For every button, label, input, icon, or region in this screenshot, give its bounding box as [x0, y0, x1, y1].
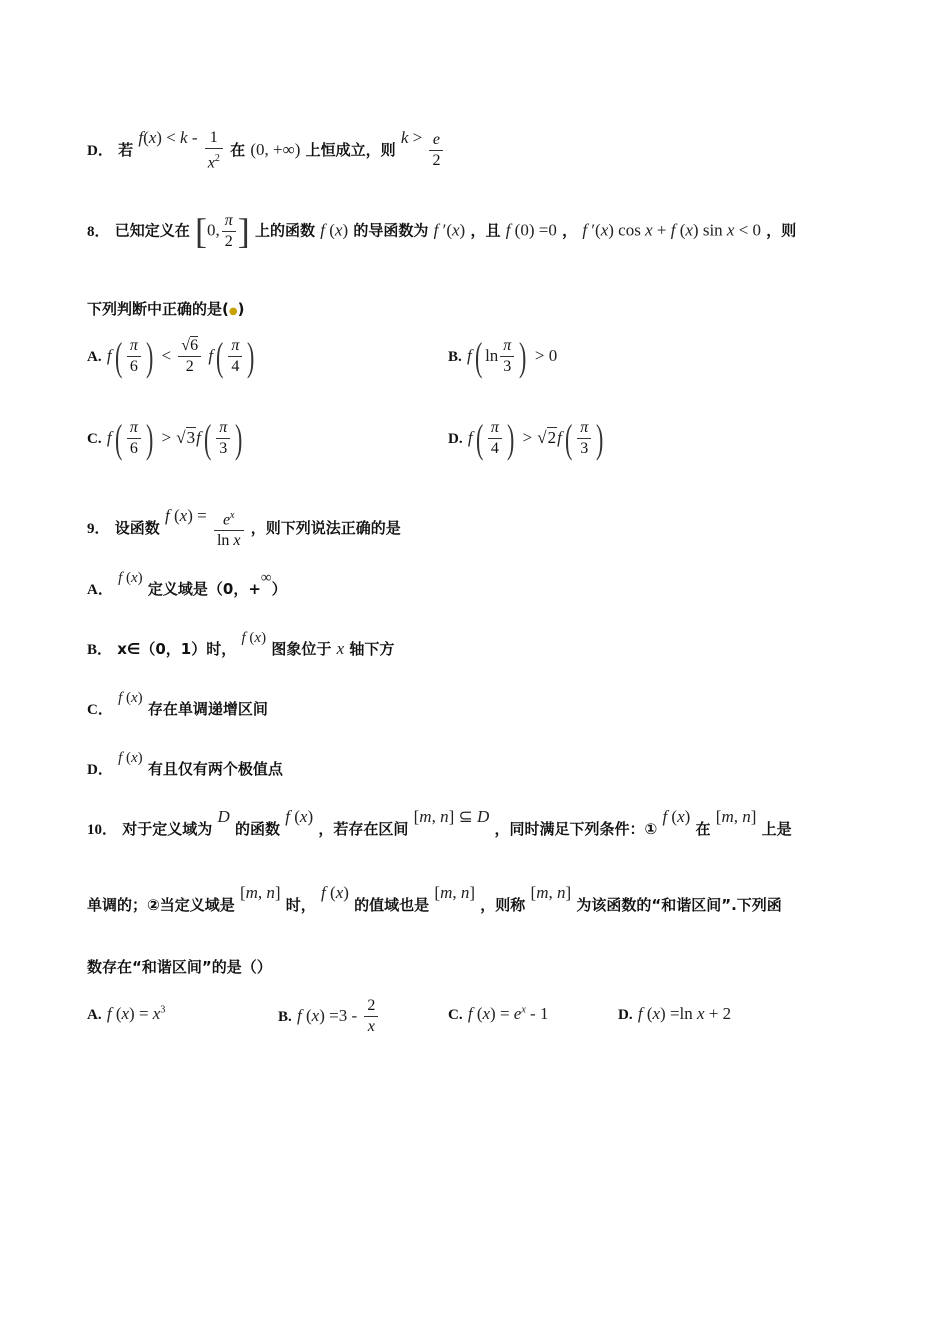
- math-fraction-ex-over-lnx: $\frac{e^x}{\text{ln x}}$: [214, 506, 244, 551]
- q9-option-a: A． f (x) 定义域是（0，+∞）: [87, 570, 287, 598]
- math-fx-eq-x3: f $(x) = x^3$: [106, 1004, 166, 1023]
- q8-option-d: D. f( $\frac{\pi}{4}$ ) > √2f( $\frac{\pi}{3}$ ): [448, 415, 604, 461]
- q9-stem: [87, 506, 401, 551]
- math-condition: f ′(x) cos x + f (x) sin x < 0: [582, 220, 762, 240]
- math-k-gt: k >: [400, 128, 423, 148]
- math-fx: f (x): [118, 690, 143, 706]
- option-label: B.: [448, 349, 462, 365]
- math-fx: f (x): [285, 807, 314, 826]
- math-interval-mn: [m, n]: [715, 807, 757, 826]
- math-interval-mn: [m, n]: [239, 883, 281, 902]
- option-label: D．: [87, 143, 113, 160]
- option-label: C．: [87, 702, 113, 718]
- q7-d-text-pre: 若: [118, 141, 134, 160]
- math-fraction-e-over-2: $\frac{e}{2}$: [429, 130, 443, 171]
- bracket-left: [: [195, 211, 207, 251]
- math-fprime: f ′(x): [433, 220, 466, 240]
- q8-option-b: B. f( ln $\frac{\pi}{3}$ ) > 0: [448, 333, 558, 379]
- q8-text: 上的函数: [255, 221, 316, 240]
- math-fraction-pi-over-3: $\frac{\pi}{3}$: [216, 418, 230, 459]
- math-f0: f (0) =0: [505, 220, 557, 240]
- math-interval: (0, +∞): [250, 140, 301, 160]
- q8-text: 下列判断中正确的是(: [87, 300, 229, 318]
- math-fraction-pi-over-6: $\frac{\pi}{6}$: [127, 336, 141, 377]
- q8-text: ，且: [470, 221, 501, 240]
- math-fx: f (x): [118, 750, 143, 766]
- math-fx: f (x): [321, 883, 349, 902]
- q8-option-a: A. f( $\frac{\pi}{6}$ ) < $\frac{√6}{2}$ f( $\frac{\pi}{4}$ ): [87, 333, 255, 379]
- math-fraction-pi-over-2: $\frac{\pi}{2}$: [222, 211, 236, 252]
- math-fx: f (x): [662, 807, 691, 826]
- math-fx-eq-ex-minus-1: f $(x) = e^x - 1$: [467, 1004, 549, 1023]
- math-fraction-pi-over-4: $\frac{\pi}{4}$: [228, 336, 242, 377]
- option-label: D．: [87, 762, 113, 778]
- q7-d-text-post: 上恒成立，则: [305, 141, 396, 160]
- q7-option-d: [87, 128, 445, 173]
- q8-stem-line2: 下列判断中正确的是(●): [87, 300, 245, 318]
- q8-text: ，: [562, 221, 578, 240]
- q9-text: ，则下列说法正确的是: [250, 519, 401, 538]
- option-label: C.: [87, 431, 102, 447]
- q9-option-c: C． f (x) 存在单调递增区间: [87, 690, 268, 718]
- math-fx: f (x) =: [165, 506, 207, 526]
- q10-stem-line1: 10． 对于定义域为 D 的函数 f (x) ，若存在区间 [m, n] ⊆ D ，同时满足下列条件：① f (x) 在 [m, n] 上是: [87, 807, 792, 838]
- option-label: B．: [87, 642, 113, 658]
- option-label: D.: [448, 431, 463, 447]
- q10-stem-line3: 数存在“和谐区间”的是（）: [87, 958, 272, 976]
- math-interval-mn: [m, n]: [434, 883, 476, 902]
- question-number: 10．: [87, 822, 118, 838]
- math-sqrt3: √3: [176, 428, 196, 447]
- math-fraction-pi-over-6: $\frac{\pi}{6}$: [127, 418, 141, 459]
- math-fraction-2-over-x: $\frac{2}{x}$: [364, 996, 378, 1037]
- math-fraction-1-over-x2: $\frac{1}{x^2}$: [205, 128, 223, 173]
- math-interval-mn: [m, n]: [530, 883, 572, 902]
- math-sqrt2: √2: [537, 428, 557, 447]
- option-label: A.: [87, 1007, 102, 1023]
- option-label: D.: [618, 1007, 633, 1023]
- math-fx: f (x): [118, 570, 143, 586]
- q9-option-d: D． f (x) 有且仅有两个极值点: [87, 750, 283, 778]
- math-fx: f (x): [241, 630, 267, 646]
- q10-option-b: B. f (x) =3 - $\frac{2}{x}$: [278, 996, 380, 1037]
- math-fraction-sqrt6-over-2: $\frac{√6}{2}$: [178, 336, 201, 377]
- math-fraction-pi-over-3: $\frac{\pi}{3}$: [500, 336, 514, 377]
- question-number: 9．: [87, 521, 110, 538]
- math-interval-mn-subset: [m, n] ⊆ D: [413, 807, 490, 826]
- q10-option-d: [618, 1004, 731, 1024]
- q8-text: 已知定义在: [114, 221, 190, 240]
- q9-option-b: B． x∈（0，1）时， f (x) 图象位于 x 轴下方: [87, 630, 395, 658]
- q8-text: 的导函数为: [353, 221, 429, 240]
- q8-stem-line1: 8． 已知定义在 [0, $\frac{\pi}{2}$ ] 上的函数 f (x) 的导函数为 f ′(x) ，且 f (0) =0 ， f ′(x) cos x + f (x) sin x < 0 ，则: [87, 211, 797, 251]
- math-fraction-pi-over-4: $\frac{\pi}{4}$: [488, 418, 502, 459]
- option-label: B.: [278, 1009, 292, 1025]
- math-fx: f(x) < k -: [138, 128, 198, 148]
- question-number: 8．: [87, 223, 110, 240]
- math-fx-eq-lnx-plus-2: f (x) =ln x + 2: [637, 1004, 732, 1023]
- q8-text: ，则: [766, 221, 797, 240]
- bracket-right: ]: [237, 211, 250, 251]
- q9-text: 设函数: [114, 519, 160, 538]
- q7-d-text-mid: 在: [230, 141, 246, 160]
- math-fraction-pi-over-3: $\frac{\pi}{3}$: [577, 418, 591, 459]
- q8-option-c: C. f( $\frac{\pi}{6}$ ) > √3f( $\frac{\pi}{3}$ ): [87, 415, 243, 461]
- option-label: A.: [87, 349, 102, 365]
- q10-option-a: [87, 1004, 165, 1024]
- option-label: A．: [87, 582, 113, 598]
- math-fx: f (x): [320, 220, 349, 240]
- q10-option-c: [448, 1004, 548, 1024]
- q10-stem-line2: 单调的；②当定义域是 [m, n] 时， f (x) 的值域也是 [m, n] ，则称 [m, n] 为该函数的“和谐区间”.下列函: [87, 883, 782, 914]
- option-label: C.: [448, 1007, 463, 1023]
